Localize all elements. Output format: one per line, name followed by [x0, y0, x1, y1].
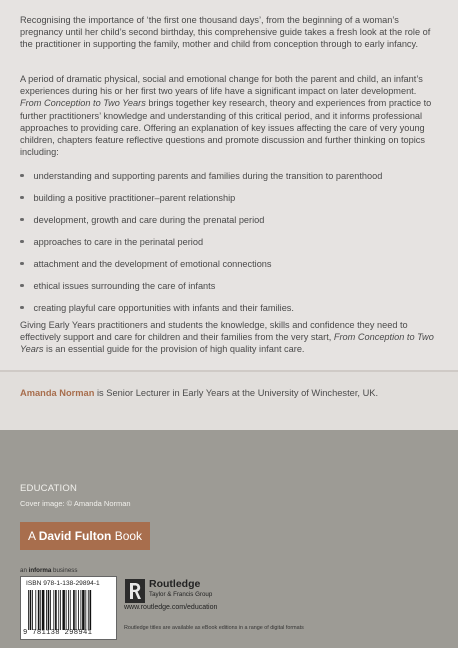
list-item	[20, 236, 203, 248]
category-label: EDUCATION	[20, 483, 78, 494]
bullet-icon	[20, 174, 24, 178]
routledge-logo-icon	[124, 578, 146, 604]
blurb-paragraph-1: Recognising the importance of ‘the first one thousand days’, from the beginning of a woman’s pregnancy until her child’s second birthday, this comprehensive guide takes a fresh look at the role of the practitioner in supporting the family, mother and child from conception through to early infancy.	[20, 15, 431, 50]
isbn-label: ISBN 978-1-138-29894-1	[26, 580, 100, 587]
informa-line	[20, 567, 77, 574]
informa-name: informa	[28, 567, 52, 574]
informa-suffix: business	[51, 567, 78, 574]
blurb-text: A period of dramatic physical, social and emotional change for both the parent and child, an infant’s experiences during his or her first two years of life have a significant impact on later development.	[20, 74, 423, 97]
author-bio	[20, 388, 378, 398]
author-name: Amanda Norman	[20, 388, 95, 398]
bullet-icon	[20, 306, 24, 310]
bullet-icon	[20, 196, 24, 200]
list-item	[20, 170, 382, 182]
list-item	[20, 192, 235, 204]
list-item-text: ethical issues surrounding the care of infants	[33, 281, 216, 291]
ebook-note: Routledge titles are available as eBook editions in a range of digital formats	[124, 625, 304, 631]
bullet-icon	[20, 218, 24, 222]
cover-credit: Cover image: © Amanda Norman	[20, 499, 131, 508]
list-item-text: attachment and the development of emotional connections	[33, 259, 272, 269]
list-item	[20, 214, 264, 226]
blurb-paragraph-3	[20, 319, 440, 356]
author-band	[0, 370, 458, 430]
list-item	[20, 280, 215, 292]
list-item	[20, 302, 294, 314]
barcode	[20, 576, 117, 640]
publisher-url: www.routledge.com/education	[124, 604, 218, 611]
bullet-icon	[20, 284, 24, 288]
list-item-text: creating playful care opportunities with infants and their families.	[33, 303, 294, 313]
imprint-badge	[20, 522, 150, 550]
list-item	[20, 258, 272, 270]
imprint-prefix: A	[28, 529, 39, 543]
blurb-text: brings together key research, theory and experiences from practice to further practitioners’ knowledge and understanding of this critical period, and it informs professional approaches to providing care. Offering an explanation of key issues affecting the care of very young children, chapters feature reflective questions and promote discussion and further thinking on topics including:	[20, 98, 432, 158]
book-title-italic: From Conception to Two Years	[20, 332, 434, 355]
list-item-text: approaches to care in the perinatal period	[33, 237, 204, 247]
list-item-text: building a positive practitioner–parent relationship	[33, 193, 236, 203]
informa-prefix: an	[20, 567, 29, 574]
list-item-text: understanding and supporting parents and families during the transition to parenthood	[33, 171, 383, 181]
book-title-italic: From Conception to Two Years	[20, 98, 146, 109]
blurb-text: Giving Early Years practitioners and students the knowledge, skills and confidence they need to effectively support and care for children and their families from the very start,	[20, 320, 408, 343]
bullet-icon	[20, 240, 24, 244]
publisher-name: Routledge	[149, 578, 201, 590]
author-bio-text: is Senior Lecturer in Early Years at the University of Winchester, UK.	[94, 388, 379, 398]
bullet-icon	[20, 262, 24, 266]
blurb-paragraph-2	[20, 73, 440, 158]
imprint-name: David Fulton	[38, 529, 112, 543]
publisher-group: Taylor & Francis Group	[149, 591, 213, 598]
isbn-digits: 9 781138 298941	[23, 629, 93, 637]
barcode-bars	[28, 590, 112, 630]
list-item-text: development, growth and care during the prenatal period	[33, 215, 265, 225]
imprint-suffix: Book	[111, 529, 143, 543]
blurb-text: is an essential guide for the provision of high quality infant care.	[43, 344, 305, 355]
